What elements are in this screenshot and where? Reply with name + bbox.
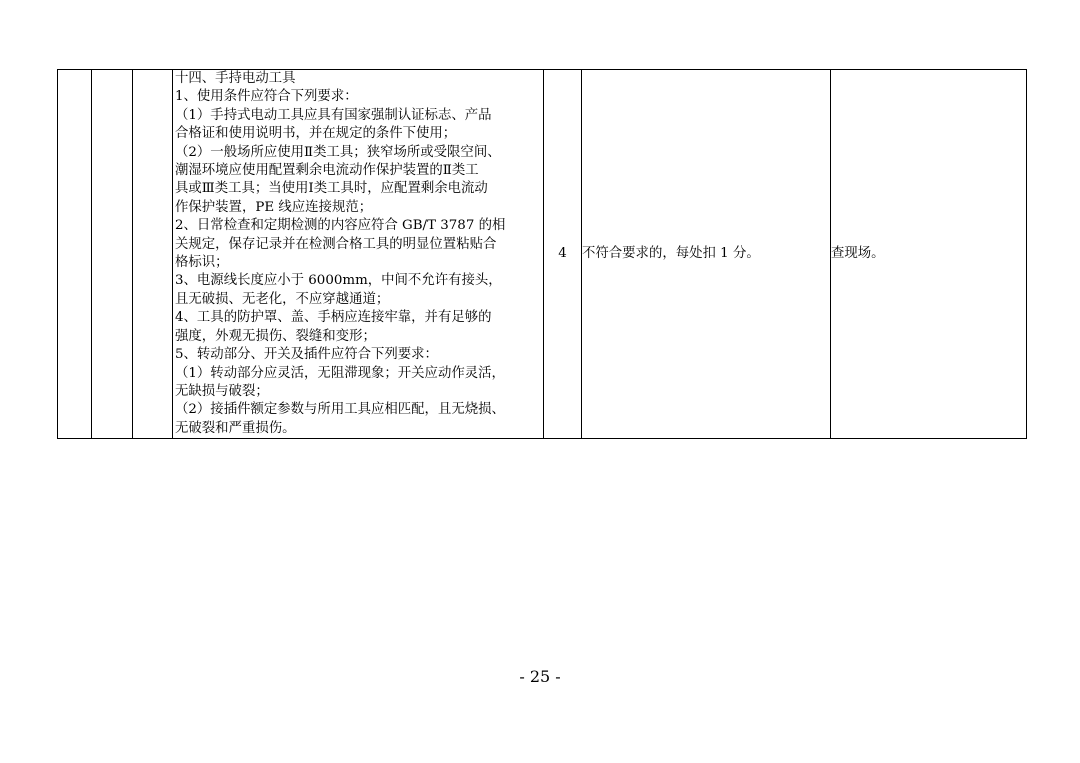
content-line: （1）转动部分应灵活，无阻滞现象；开关应动作灵活， bbox=[175, 365, 505, 381]
content-line: 无缺损与破裂； bbox=[175, 383, 269, 399]
content-line: （2）接插件额定参数与所用工具应相匹配，且无烧损、 bbox=[175, 402, 505, 418]
content-line: 无破裂和严重损伤。 bbox=[175, 420, 296, 436]
table-row bbox=[58, 70, 1027, 439]
requirement-content-cell bbox=[173, 70, 544, 439]
deduction-rule-cell: 不符合要求的，每处扣 1 分。 bbox=[582, 70, 831, 439]
content-line: 1、使用条件应符合下列要求： bbox=[175, 89, 358, 105]
standards-table bbox=[57, 69, 1027, 439]
content-line: 作保护装置，PE 线应连接规范； bbox=[175, 199, 373, 215]
item-cell bbox=[133, 70, 173, 439]
content-line: 5、转动部分、开关及插件应符合下列要求： bbox=[175, 347, 438, 363]
content-line: 格标识； bbox=[175, 255, 229, 271]
content-line: 十四、手持电动工具 bbox=[175, 71, 296, 86]
content-line: （2）一般场所应使用Ⅱ类工具；狭窄场所或受限空间、 bbox=[175, 144, 501, 160]
content-line: 4、工具的防护罩、盖、手柄应连接牢靠，并有足够的 bbox=[175, 310, 492, 326]
page-number: - 25 - bbox=[519, 667, 561, 686]
category-cell bbox=[92, 70, 133, 439]
content-line: 3、电源线长度应小于 6000mm，中间不允许有接头， bbox=[175, 273, 502, 289]
content-line: （1）手持式电动工具应具有国家强制认证标志、产品 bbox=[175, 107, 492, 123]
evaluation-method-cell: 查现场。 bbox=[831, 70, 1027, 439]
content-line: 潮湿环境应使用配置剩余电流动作保护装置的Ⅱ类工 bbox=[175, 163, 479, 179]
content-line: 强度，外观无损伤、裂缝和变形； bbox=[175, 328, 376, 344]
content-line: 具或Ⅲ类工具；当使用Ⅰ类工具时，应配置剩余电流动 bbox=[175, 181, 488, 197]
content-line: 且无破损、无老化，不应穿越通道； bbox=[175, 291, 390, 307]
content-line: 合格证和使用说明书，并在规定的条件下使用； bbox=[175, 126, 457, 142]
content-line: 2、日常检查和定期检测的内容应符合 GB/T 3787 的相 bbox=[175, 218, 506, 234]
index-cell bbox=[58, 70, 92, 439]
content-line: 关规定，保存记录并在检测合格工具的明显位置粘贴合 bbox=[175, 236, 497, 252]
score-cell: 4 bbox=[544, 70, 582, 439]
